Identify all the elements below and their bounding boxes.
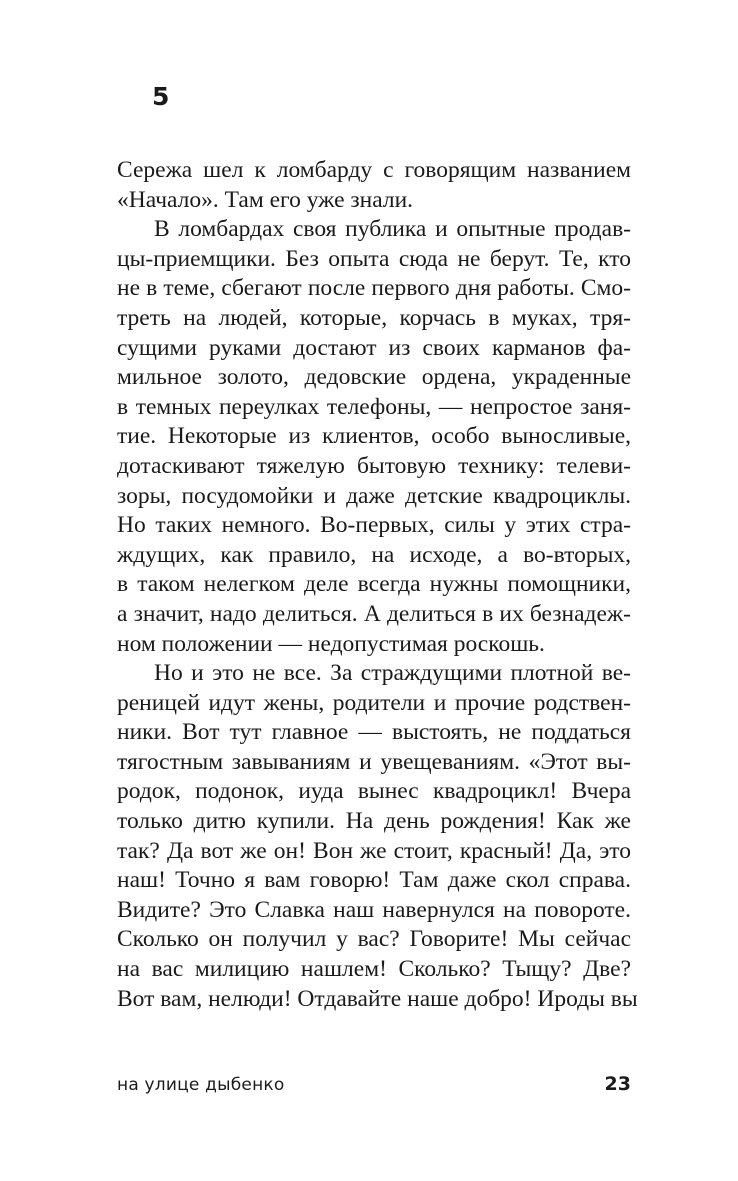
text-line: так? Да вот же он! Вон же стоит, красный! Да, это	[117, 837, 631, 864]
chapter-number: 5	[152, 82, 170, 111]
text-line: не в теме, сбегают после первого дня работы. Смо-	[117, 275, 631, 302]
text-line: Но таких немного. Во-первых, силы у этих стра-	[117, 512, 631, 539]
text-line: сущими руками достают из своих карманов фа-	[117, 334, 631, 361]
text-line: треть на людей, которые, корчась в муках, тря-	[117, 304, 631, 331]
body-text	[117, 156, 638, 1014]
text-line: цы-приемщики. Без опыта сюда не берут. Те, кто	[117, 245, 631, 272]
running-title: на улице дыбенко	[117, 1075, 285, 1095]
text-line: тягостным завываниям и увещеваниям. «Этот вы-	[117, 748, 631, 775]
text-line: на вас милицию нашлем! Сколько? Тыщу? Две?	[117, 956, 631, 983]
text-line: ном положении — недопустимая роскошь.	[117, 630, 545, 657]
text-line: дотаскивают тяжелую бытовую технику: телеви-	[117, 452, 631, 479]
text-line: а значит, надо делиться. А делиться в их безнадеж-	[117, 600, 631, 627]
page-number: 23	[604, 1073, 631, 1095]
text-line: «Начало». Там его уже знали.	[117, 186, 414, 213]
text-line: Сережа шел к ломбарду с говорящим названием	[117, 157, 631, 183]
text-line: тие. Некоторые из клиентов, особо выносливые,	[117, 423, 631, 450]
text-line: в темных переулках телефоны, — непростое заня-	[117, 393, 631, 420]
text-line: только дитю купили. На день рождения! Как же	[117, 808, 631, 835]
text-line: родок, подонок, иуда вынес квадроцикл! Вчера	[117, 778, 631, 805]
text-line: В ломбардах своя публика и опытные продав-	[154, 216, 631, 243]
text-line: в таком нелегком деле всегда нужны помощники,	[117, 571, 631, 598]
text-line: Вот вам, нелюди! Отдавайте наше добро! Ироды вы	[117, 985, 638, 1012]
text-line: Но и это не все. За страждущими плотной ве-	[154, 660, 631, 687]
text-line: зоры, посудомойки и даже детские квадроциклы.	[117, 482, 631, 509]
text-line: наш! Точно я вам говорю! Там даже скол справа.	[117, 867, 631, 894]
text-line: Видите? Это Славка наш навернулся на повороте.	[117, 896, 631, 923]
text-line: Сколько он получил у вас? Говорите! Мы сейчас	[117, 926, 631, 953]
text-line: мильное золото, дедовские ордена, украденные	[117, 364, 631, 391]
text-line: ждущих, как правило, на исходе, а во-вторых,	[117, 541, 631, 568]
text-line: ники. Вот тут главное — выстоять, не поддаться	[117, 719, 631, 746]
text-line: реницей идут жены, родители и прочие родствен-	[117, 689, 631, 716]
